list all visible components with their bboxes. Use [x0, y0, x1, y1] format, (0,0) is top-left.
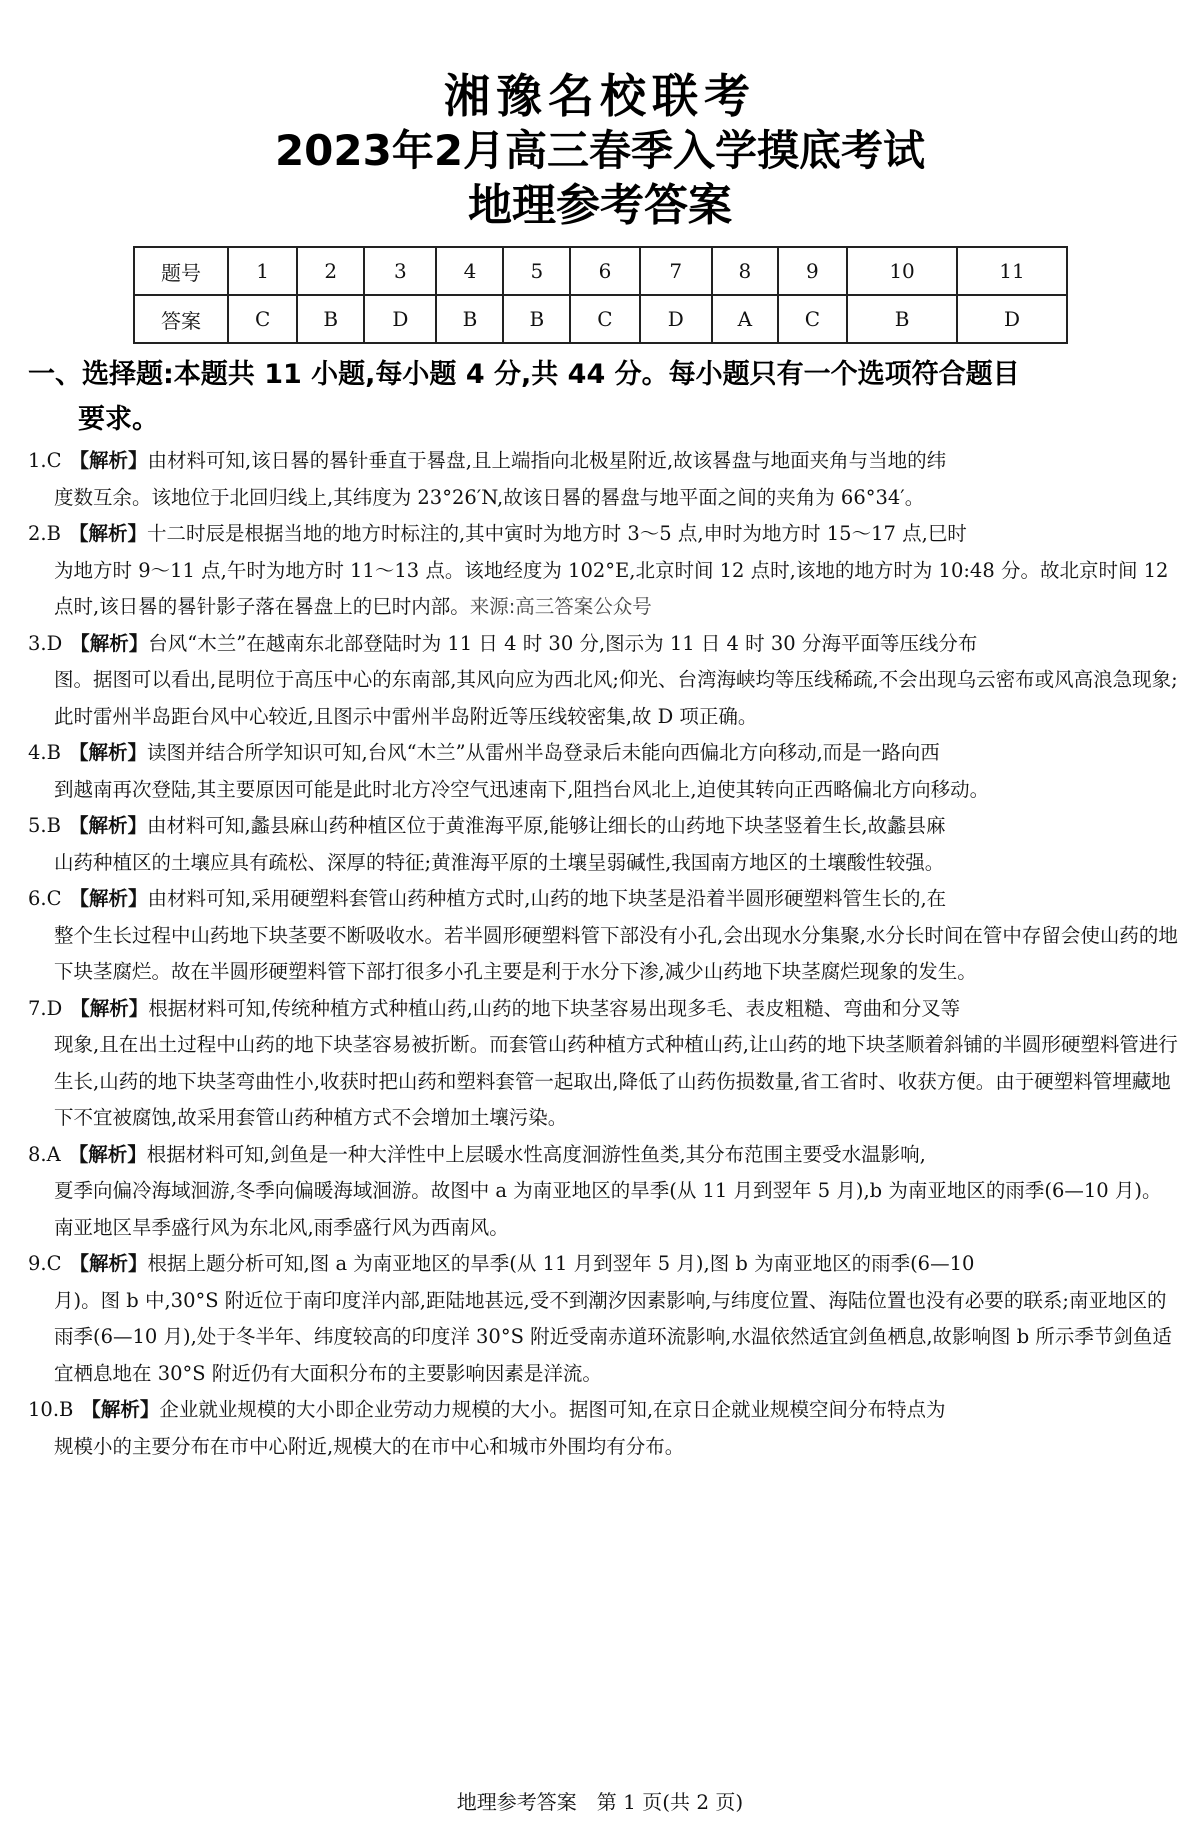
answer-cell: C [778, 295, 847, 343]
item-text-first-line: 根据上题分析可知,图 a 为南亚地区的旱季(从 11 月到翌年 5 月),图 b 为南亚地区的雨季(6—10 [147, 1252, 975, 1275]
row-label-answer: 答案 [134, 295, 228, 343]
item-text-rest: 为地方时 9～11 点,午时为地方时 11～13 点。该地经度为 102°E,北京时间 12 点时,该地的地方时为 10:48 分。故北京时间 12 点时,该日晷的晷针影子落在晷盘上的巳时内部。 [54, 558, 1169, 618]
analysis-tag: 【解析】 [68, 1142, 147, 1166]
item-text-first-line: 读图并结合所学知识可知,台风“木兰”从雷州半岛登录后未能向西偏北方向移动,而是一路向西 [146, 741, 940, 764]
section-heading-line1: 一、选择题:本题共 11 小题,每小题 4 分,共 44 分。每小题只有一个选项符合题目 [28, 359, 1020, 390]
answer-cell: D [957, 295, 1067, 343]
answer-cell: B [436, 295, 503, 343]
item-number: 1.C [28, 449, 62, 472]
question-number: 5 [503, 247, 570, 295]
item-text-first-line: 根据材料可知,剑鱼是一种大洋性中上层暖水性高度洄游性鱼类,其分布范围主要受水温影响, [146, 1142, 926, 1166]
explanation-item [28, 735, 1178, 808]
explanation-item [28, 1137, 1178, 1247]
item-text-rest: 夏季向偏冷海域洄游,冬季向偏暖海域洄游。故图中 a 为南亚地区的旱季(从 11 月到翌年 5 月),b 为南亚地区的雨季(6—10 月)。南亚地区旱季盛行风为东北风,雨季盛行风为西南风。 [54, 1179, 1162, 1239]
question-number: 8 [712, 247, 778, 295]
question-number: 9 [778, 247, 847, 295]
row-label-number: 题号 [134, 247, 228, 295]
item-number: 10.B [28, 1398, 74, 1421]
item-number: 2.B [28, 522, 61, 545]
question-number-row [134, 247, 1067, 295]
explanation-item [28, 881, 1178, 991]
item-text-first-line: 由材料可知,蠡县麻山药种植区位于黄淮海平原,能够让细长的山药地下块茎竖着生长,故蠡县麻 [146, 814, 946, 837]
answer-cell: B [503, 295, 570, 343]
answer-row [134, 295, 1067, 343]
analysis-tag: 【解析】 [68, 741, 147, 764]
analysis-tag: 【解析】 [69, 887, 148, 910]
item-text-first-line: 台风“木兰”在越南东北部登陆时为 11 日 4 时 30 分,图示为 11 日 4 时 30 分海平面等压线分布 [148, 631, 978, 655]
answer-cell: B [297, 295, 364, 343]
explanation-list [28, 443, 1178, 1465]
analysis-tag: 【解析】 [69, 1252, 148, 1275]
item-number: 9.C [28, 1252, 62, 1275]
item-text-rest-wrap [28, 553, 1178, 626]
item-text-rest: 月)。图 b 中,30°S 附近位于南印度洋内部,距陆地甚远,受不到潮汐因素影响,与纬度位置、海陆位置也没有必要的联系;南亚地区的雨季(6—10 月),处于冬半年、纬度较高的印度洋 30°S 附近受南赤道环流影响,水温依然适宜剑鱼栖息,故影响图 b 所示季节剑鱼适宜栖息地在 30°S 附近仍有大面积分布的主要影响因素是洋流。 [54, 1288, 1172, 1385]
item-number: 5.B [28, 814, 61, 837]
item-text-first-line: 根据材料可知,传统种植方式种植山药,山药的地下块茎容易出现多毛、表皮粗糙、弯曲和分叉等 [148, 996, 961, 1020]
explanation-item [28, 1246, 1178, 1392]
question-number: 10 [847, 247, 957, 295]
question-number: 1 [228, 247, 297, 295]
analysis-tag: 【解析】 [68, 814, 147, 837]
explanation-item [28, 626, 1178, 736]
explanation-item [28, 808, 1178, 881]
section-heading-line2: 要求。 [78, 404, 159, 435]
item-text-first-line: 企业就业规模的大小即企业劳动力规模的大小。据图可知,在京日企就业规模空间分布特点为 [159, 1398, 946, 1421]
item-number: 7.D [28, 996, 63, 1020]
explanation-item [28, 991, 1178, 1137]
page-footer: 地理参考答案 第 1 页(共 2 页) [456, 1790, 744, 1814]
answer-cell: A [712, 295, 778, 343]
subject-title: 地理参考答案 [468, 180, 732, 231]
item-number: 3.D [28, 631, 63, 655]
item-text-rest: 现象,且在出土过程中山药的地下块茎容易被折断。而套管山药种植方式种植山药,让山药的地下块茎顺着斜铺的半圆形硬塑料管进行生长,山药的地下块茎弯曲性小,收获时把山药和塑料套管一起取出,降低了山药伤损数量,省工省时、收获方便。由于硬塑料管埋藏地下不宜被腐蚀,故采用套管山药种植方式不会增加土壤污染。 [54, 1033, 1178, 1129]
explanation-item [28, 1392, 1178, 1465]
exam-name-title: 2023年2月高三春季入学摸底考试 [274, 126, 926, 175]
question-number: 7 [640, 247, 712, 295]
explanation-item [28, 516, 1178, 626]
analysis-tag: 【解析】 [81, 1398, 160, 1421]
item-text-rest: 图。据图可以看出,昆明位于高压中心的东南部,其风向应为西北风;仰光、台湾海峡均等压线稀疏,不会出现乌云密布或风高浪急现象;此时雷州半岛距台风中心较近,且图示中雷州半岛附近等压线较密集,故 D 项正确。 [54, 668, 1178, 728]
item-text-first-line: 由材料可知,该日晷的晷针垂直于晷盘,且上端指向北极星附近,故该晷盘与地面夹角与当地的纬 [147, 449, 947, 472]
analysis-tag: 【解析】 [70, 631, 149, 655]
source-watermark: 来源:高三答案公众号 [469, 595, 652, 618]
item-text-rest: 山药种植区的土壤应具有疏松、深厚的特征;黄淮海平原的土壤呈弱碱性,我国南方地区的土壤酸性较强。 [54, 850, 945, 874]
item-text-first-line: 十二时辰是根据当地的地方时标注的,其中寅时为地方时 3～5 点,申时为地方时 15～17 点,巳时 [146, 522, 967, 545]
analysis-tag: 【解析】 [69, 449, 148, 472]
answer-cell: D [640, 295, 712, 343]
section-heading [28, 352, 1178, 442]
item-text-rest: 度数互余。该地位于北回归线上,其纬度为 23°26′N,故该日晷的晷盘与地平面之间的夹角为 66°34′。 [54, 485, 925, 509]
question-number: 3 [364, 247, 436, 295]
item-number: 4.B [28, 741, 61, 764]
explanation-item [28, 443, 1178, 516]
exam-org-title: 湘豫名校联考 [444, 69, 756, 123]
item-number: 6.C [28, 887, 62, 910]
question-number: 2 [297, 247, 364, 295]
item-text-rest: 规模小的主要分布在市中心附近,规模大的在市中心和城市外围均有分布。 [54, 1434, 685, 1458]
answer-cell: C [570, 295, 639, 343]
item-text-rest: 整个生长过程中山药地下块茎要不断吸收水。若半圆形硬塑料管下部没有小孔,会出现水分集聚,水分长时间在管中存留会使山药的地下块茎腐烂。故在半圆形硬塑料管下部打很多小孔主要是利于水分下渗,减少山药地下块茎腐烂现象的发生。 [54, 923, 1178, 983]
answer-table [133, 246, 1068, 344]
question-number: 4 [436, 247, 503, 295]
item-number: 8.A [28, 1142, 61, 1166]
item-text-first-line: 由材料可知,采用硬塑料套管山药种植方式时,山药的地下块茎是沿着半圆形硬塑料管生长的,在 [147, 887, 947, 910]
analysis-tag: 【解析】 [68, 522, 147, 545]
question-number: 11 [957, 247, 1067, 295]
answer-cell: D [364, 295, 436, 343]
analysis-tag: 【解析】 [70, 996, 149, 1020]
answer-cell: C [228, 295, 297, 343]
question-number: 6 [570, 247, 639, 295]
item-text-rest: 到越南再次登陆,其主要原因可能是此时北方冷空气迅速南下,阻挡台风北上,迫使其转向正西略偏北方向移动。 [54, 777, 990, 801]
answer-cell: B [847, 295, 957, 343]
